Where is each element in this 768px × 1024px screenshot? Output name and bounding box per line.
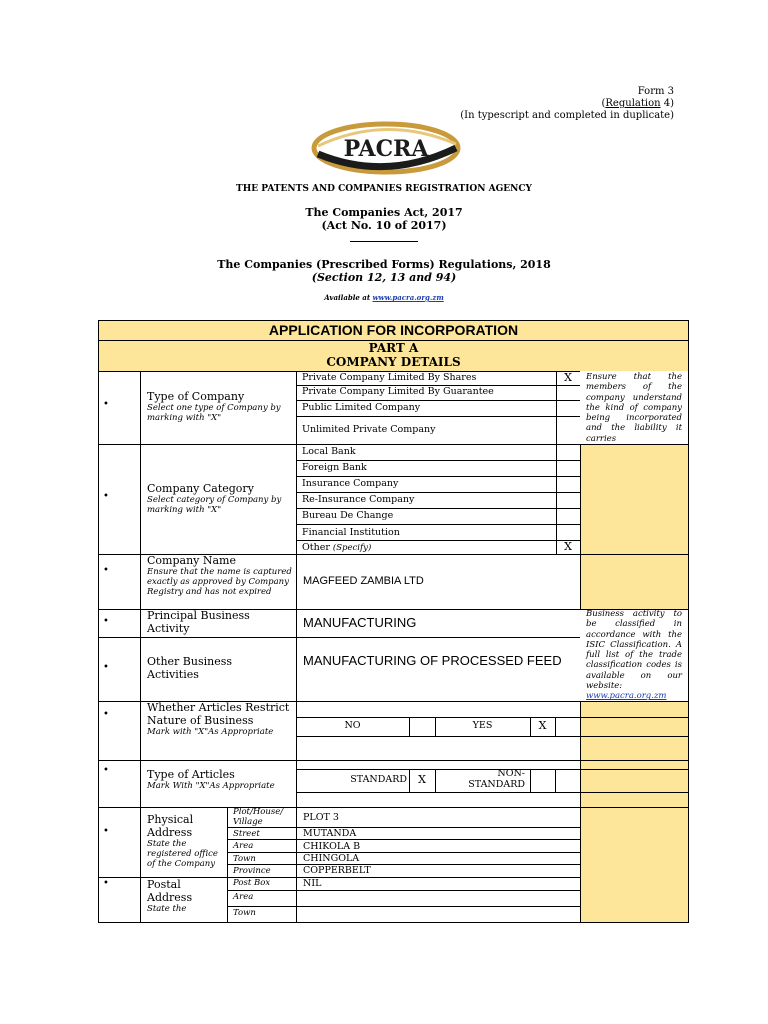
category-other: Other (Specify) xyxy=(302,542,372,553)
articles-standard: STANDARD xyxy=(350,774,407,785)
company-name xyxy=(147,554,293,597)
field-postal-town: Town xyxy=(233,908,256,918)
company-name-label: Company Name xyxy=(147,554,236,567)
articles-non-standard: NON-STANDARD xyxy=(468,768,525,790)
company-category-hint: Select category of Company by marking with "X" xyxy=(147,495,282,515)
activity-note: Business activity to be classified in accordance with the ISIC Classification. A full list of the trade classification codes is available on our website: www.pacra.org.zm xyxy=(586,609,682,702)
act-line1: The Companies Act, 2017 xyxy=(305,206,463,219)
field-post-box: Post Box xyxy=(233,878,271,888)
town-value[interactable]: CHINGOLA xyxy=(303,853,360,864)
type-of-company-label: Type of Company xyxy=(147,390,245,403)
field-province: Province xyxy=(233,866,271,876)
type-of-articles-hint: Mark With "X"As Appropriate xyxy=(147,781,275,791)
articles-restrict xyxy=(147,701,293,737)
bullet: • xyxy=(103,826,109,837)
option-unlimited-private: Unlimited Private Company xyxy=(302,424,436,435)
mark-other[interactable]: X xyxy=(564,540,572,553)
form-header xyxy=(460,86,674,122)
category-bureau: Bureau De Change xyxy=(302,510,394,521)
physical-address-hint: State the registered office of the Company xyxy=(147,839,218,869)
act-line2: (Act No. 10 of 2017) xyxy=(321,219,447,232)
area-value[interactable]: CHIKOLA B xyxy=(303,841,361,852)
form-number: Form 3 xyxy=(637,86,674,97)
type-note: Ensure that the members of the company understand the kind of company being incorporated and the liability it carries xyxy=(586,372,682,444)
website-link[interactable]: www.pacra.org.zm xyxy=(372,293,444,302)
type-of-company-hint: Select one type of Company by marking with "X" xyxy=(147,403,281,423)
type-of-company xyxy=(147,390,293,423)
part-header xyxy=(99,341,688,369)
company-category-label: Company Category xyxy=(147,482,254,495)
regs-line2: (Section 12, 13 and 94) xyxy=(311,271,457,284)
part-a: PART A xyxy=(368,341,419,355)
bullet: • xyxy=(103,709,109,720)
company-details-heading: COMPANY DETAILS xyxy=(326,355,461,369)
other-activities-value[interactable]: MANUFACTURING OF PROCESSED FEED xyxy=(303,653,562,668)
typescript-note: (In typescript and completed in duplicate) xyxy=(460,110,674,121)
mark-articles-yes[interactable]: X xyxy=(538,719,547,732)
category-financial: Financial Institution xyxy=(302,527,400,538)
type-of-articles-label: Type of Articles xyxy=(147,768,235,781)
company-category xyxy=(147,482,293,515)
regs-line1: The Companies (Prescribed Forms) Regulations, 2018 xyxy=(217,258,551,271)
bullet: • xyxy=(103,399,109,410)
bullet: • xyxy=(103,491,109,502)
street-value[interactable]: MUTANDA xyxy=(303,828,357,839)
articles-no: NO xyxy=(344,720,361,731)
plot-value[interactable]: PLOT 3 xyxy=(303,812,339,823)
principal-activity-value[interactable]: MANUFACTURING xyxy=(303,615,417,630)
postal-address-label: Postal Address xyxy=(147,878,193,904)
form-title: APPLICATION FOR INCORPORATION xyxy=(268,322,519,338)
bullet: • xyxy=(103,616,109,627)
regulations-title xyxy=(0,258,768,284)
activity-note-link[interactable]: www.pacra.org.zm xyxy=(586,691,667,702)
postal-address-hint: State the xyxy=(147,904,187,914)
category-reinsurance: Re-Insurance Company xyxy=(302,494,415,505)
logo-text: PACRA xyxy=(343,136,429,162)
other-activities-label: Other Business Activities xyxy=(147,655,233,681)
bullet: • xyxy=(103,565,109,576)
company-name-hint: Ensure that the name is captured exactly as approved by Company Registry and has not expired xyxy=(147,567,292,597)
option-private-shares: Private Company Limited By Shares xyxy=(302,372,477,383)
divider xyxy=(350,241,418,242)
bullet: • xyxy=(103,878,109,889)
category-local-bank: Local Bank xyxy=(302,446,356,457)
field-town: Town xyxy=(233,854,256,864)
company-name-value[interactable]: MAGFEED ZAMBIA LTD xyxy=(303,575,424,587)
option-public-limited: Public Limited Company xyxy=(302,402,421,413)
articles-yes: YES xyxy=(472,720,493,731)
field-plot: Plot/House/ Village xyxy=(233,807,284,827)
province-value[interactable]: COPPERBELT xyxy=(303,865,371,876)
mark-articles-standard[interactable]: X xyxy=(418,773,426,786)
physical-address-label: Physical Address xyxy=(147,813,194,839)
agency-name: THE PATENTS AND COMPANIES REGISTRATION AGENCY xyxy=(236,184,532,194)
pacra-logo xyxy=(310,120,462,176)
field-street: Street xyxy=(233,829,260,839)
field-area: Area xyxy=(233,841,254,851)
field-postal-area: Area xyxy=(233,892,254,902)
principal-activity-label: Principal Business Activity xyxy=(147,609,250,635)
articles-restrict-hint: Mark with "X"As Appropriate xyxy=(147,727,274,737)
option-private-guarantee: Private Company Limited By Guarantee xyxy=(302,386,494,397)
bullet: • xyxy=(103,662,109,673)
postal-address xyxy=(147,878,227,914)
bullet: • xyxy=(103,765,109,776)
articles-restrict-label: Whether Articles Restrict Nature of Business xyxy=(147,701,290,727)
category-foreign-bank: Foreign Bank xyxy=(302,462,367,473)
mark-private-shares[interactable]: X xyxy=(564,371,572,384)
type-of-articles xyxy=(147,768,293,791)
available-at: Available at www.pacra.org.zm xyxy=(324,293,444,302)
incorporation-form xyxy=(98,320,689,923)
post-box-value[interactable]: NIL xyxy=(303,878,322,889)
physical-address xyxy=(147,813,227,869)
regulation-ref: (Regulation 4) xyxy=(601,98,674,109)
category-insurance: Insurance Company xyxy=(302,478,399,489)
act-title xyxy=(0,206,768,232)
